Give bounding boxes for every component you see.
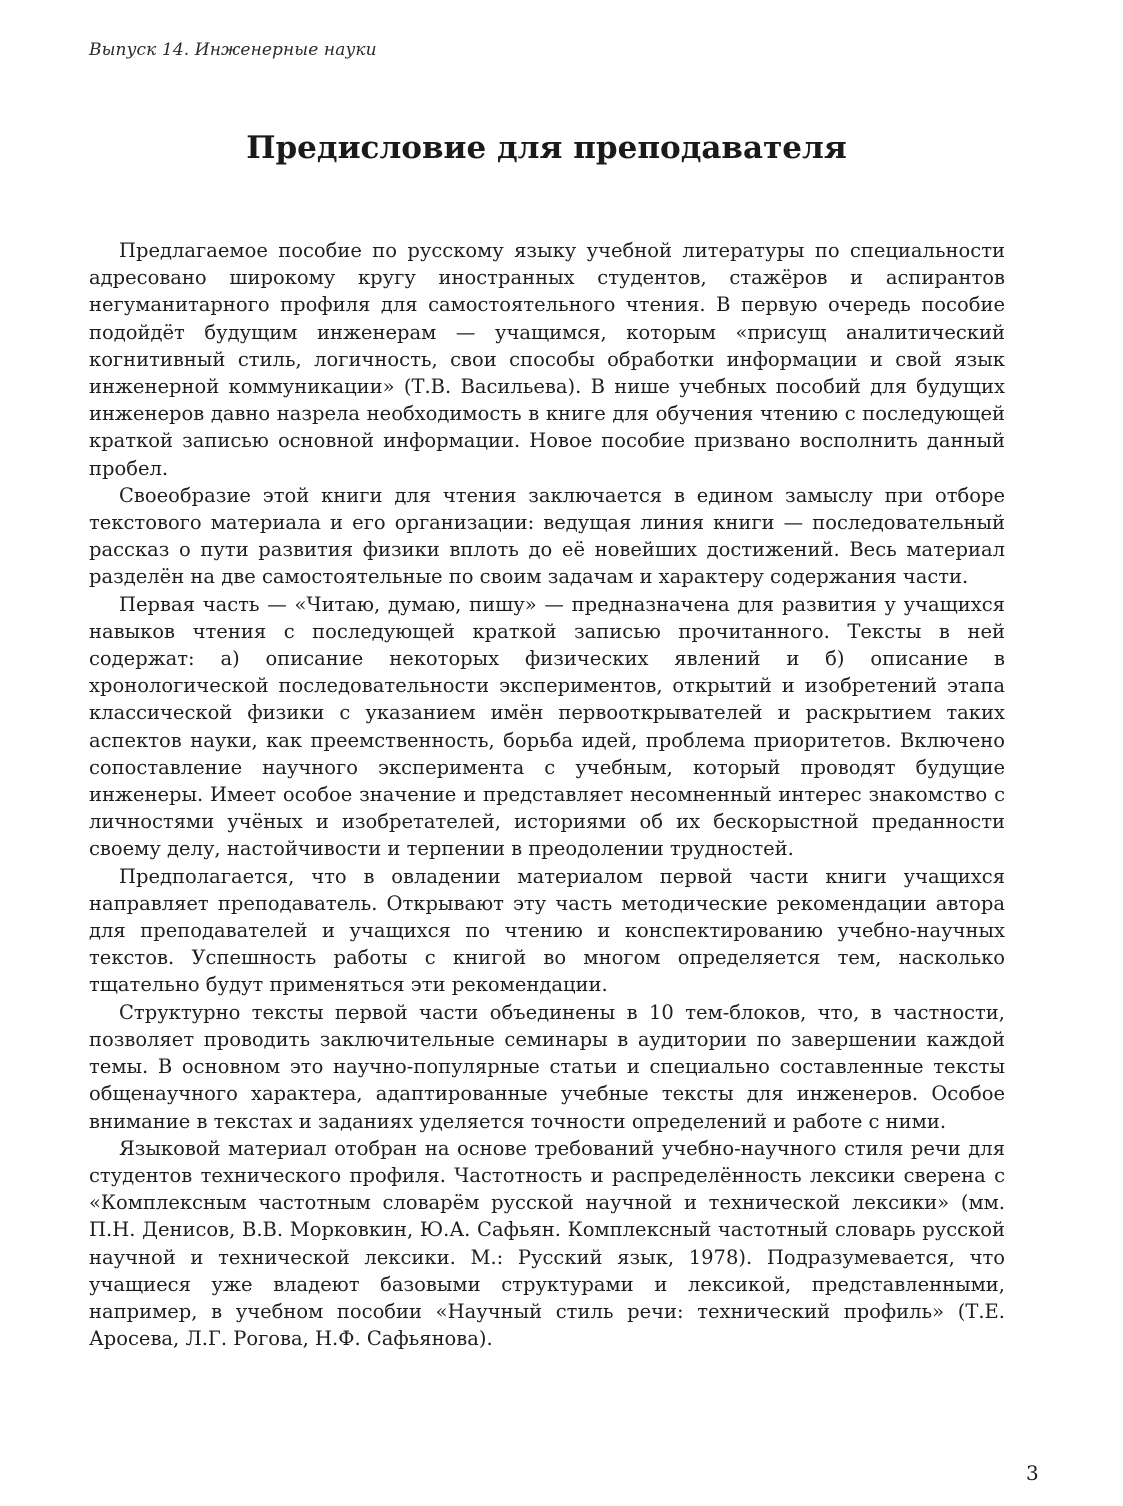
- running-head: Выпуск 14. Инженерные науки: [89, 40, 377, 60]
- paragraph-4: Предполагается, что в овладении материалом первой части книги учащихся направляет преподаватель. Открывают эту часть методические рекомендации автора для преподавателей и учащихся по чтению и конспектированию учебно-научных текстов. Успешность работы с книгой во многом определяется тем, насколько тщательно будут применяться эти рекомендации.: [89, 864, 1005, 997]
- paragraph-3: Первая часть — «Читаю, думаю, пишу» — предназначена для развития у учащихся навыков чтения с последующей краткой записью прочитанного. Тексты в ней содержат: а) описание некоторых физических явлений и б) описание в хронологической последовательности экспериментов, открытий и изобретений этапа классической физики с указанием имён первооткрывателей и раскрытием таких аспектов науки, как преемственность, борьба идей, проблема приоритетов. Включено сопоставление научного эксперимента с учебным, который проводят будущие инженеры. Имеет особое значение и представляет несомненный интерес знакомство с личностями учёных и изобретателей, историями об их бескорыстной преданности своему делу, настойчивости и терпении в преодолении трудностей.: [89, 592, 1005, 861]
- paragraph-2: Своеобразие этой книги для чтения заключается в едином замыслу при отборе текстового материала и его организации: ведущая линия книги — последовательный рассказ о пути развития физики вплоть до её новейших достижений. Весь материал разделён на две самостоятельные по своим задачам и характеру содержания части.: [89, 483, 1005, 589]
- page-title: Предисловие для преподавателя: [246, 130, 847, 166]
- paragraph-6: Языковой материал отобран на основе требований учебно-научного стиля речи для студентов технического профиля. Частотность и распределённость лексики сверена с «Комплексным частотным словарём русской научной и технической лексики» (мм. П.Н. Денисов, В.В. Морковкин, Ю.А. Сафьян. Комплексный частотный словарь русской научной и технической лексики. М.: Русский язык, 1978). Подразумевается, что учащиеся уже владеют базовыми структурами и лексикой, представленными, например, в учебном пособии «Научный стиль речи: технический профиль» (Т.Е. Аросева, Л.Г. Рогова, Н.Ф. Сафьянова).: [89, 1136, 1005, 1351]
- paragraph-1: Предлагаемое пособие по русскому языку учебной литературы по специальности адресовано широкому кругу иностранных студентов, стажёров и аспирантов негуманитарного профиля для самостоятельного чтения. В первую очередь пособие подойдёт будущим инженерам — учащимся, которым «присущ аналитический когнитивный стиль, логичность, свои способы обработки информации и свой язык инженерной коммуникации» (Т.В. Васильева). В нише учебных пособий для будущих инженеров давно назрела необходимость в книге для обучения чтению с последующей краткой записью основной информации. Новое пособие призвано восполнить данный пробел.: [89, 239, 1005, 480]
- paragraph-5: Структурно тексты первой части объединены в 10 тем-блоков, что, в частности, позволяет проводить заключительные семинары в аудитории по завершении каждой темы. В основном это научно-популярные статьи и специально составленные тексты общенаучного характера, адаптированные учебные тексты для инженеров. Особое внимание в текстах и заданиях уделяется точности определений и работе с ними.: [89, 1000, 1005, 1133]
- page-number: 3: [1026, 1461, 1039, 1485]
- body-text: [89, 237, 1005, 1352]
